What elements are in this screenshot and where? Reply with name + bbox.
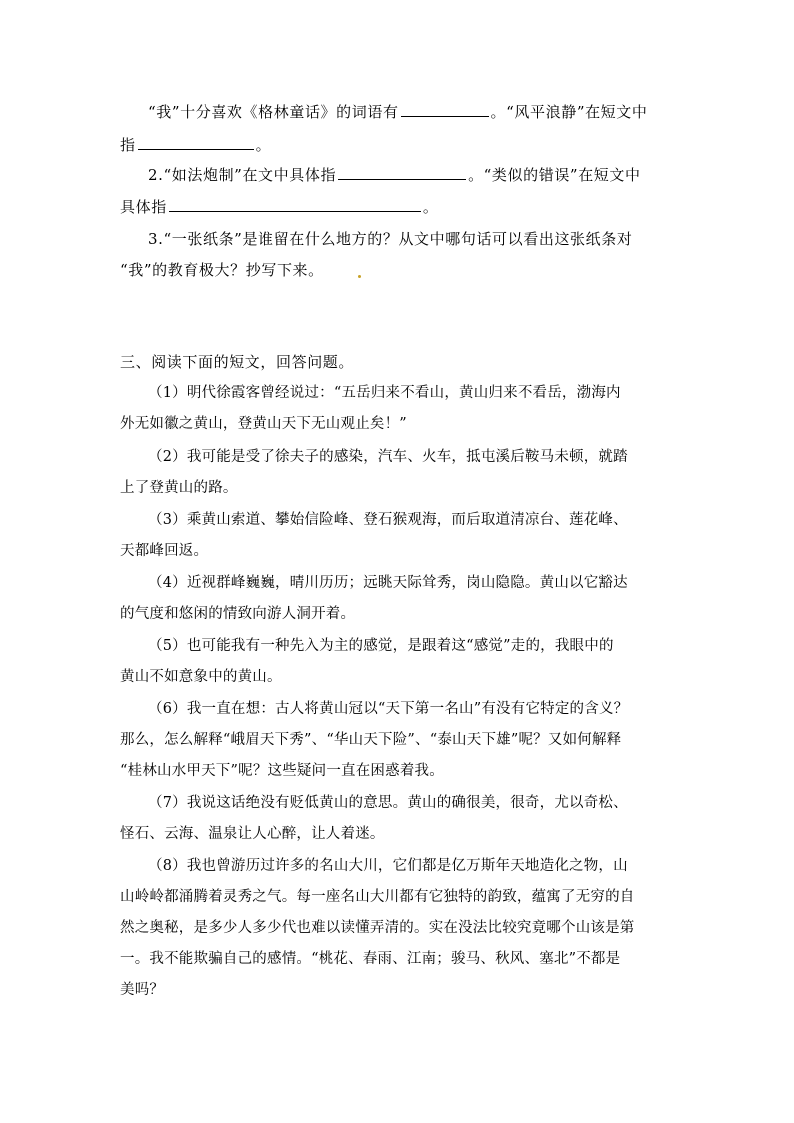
paragraph-1-line-2: 外无如徽之黄山，登黄山天下无山观止矣！” [120, 416, 407, 432]
answer-blank[interactable] [338, 165, 466, 180]
paragraph-7-line-1: （7）我说这话绝没有贬低黄山的意思。黄山的确很美，很奇，尤以奇松、 [148, 795, 628, 811]
paragraph-3-line-1: （3）乘黄山索道、攀始信险峰、登石猴观海，而后取道清凉台、莲花峰、 [148, 512, 628, 528]
paragraph-2-line-1: （2）我可能是受了徐夫子的感染，汽车、火车，抵屯溪后鞍马未顿，就踏 [148, 449, 628, 465]
answer-blank[interactable] [138, 135, 254, 150]
paragraph-8-line-2: 山岭岭都涌腾着灵秀之气。每一座名山大川都有它独特的韵致，蕴寓了无穷的自 [120, 889, 635, 905]
section-3-heading: 三、阅读下面的短文，回答问题。 [120, 353, 355, 371]
question-1-line-2: 指 。 [120, 136, 272, 154]
paragraph-6-line-3: “桂林山水甲天下”呢？这些疑问一直在困惑着我。 [120, 763, 444, 779]
question-3-line-1: 3.“一张纸条”是谁留在什么地方的？从文中哪句话可以看出这张纸条对 [148, 230, 633, 248]
answer-blank[interactable] [401, 102, 489, 117]
paragraph-8-line-5: 美吗？ [120, 982, 165, 998]
answer-blank[interactable] [169, 197, 421, 212]
question-2-line-1: 2.“如法炮制”在文中具体指 。“类似的错误”在短文中 [148, 166, 641, 184]
paragraph-4-line-2: 的气度和悠闲的情致向游人洞开着。 [120, 606, 356, 622]
paragraph-7-line-2: 怪石、云海、温泉让人心醉，让人着迷。 [120, 826, 385, 842]
paragraph-5-line-1: （5）也可能我有一种先入为主的感觉，是跟着这“感觉”走的，我眼中的 [148, 638, 614, 654]
paragraph-6-line-1: （6）我一直在想：古人将黄山冠以“天下第一名山”有没有它特定的含义？ [148, 701, 629, 717]
paragraph-5-line-2: 黄山不如意象中的黄山。 [120, 669, 282, 685]
paragraph-1-line-1: （1）明代徐霞客曾经说过：“五岳归来不看山，黄山归来不看岳，渤海内 [148, 385, 621, 401]
paragraph-8-line-4: 一。我不能欺骗自己的感情。“桃花、春雨、江南；骏马、秋风、塞北”不都是 [120, 951, 621, 967]
question-3-line-2: “我”的教育极大？抄写下来。 [120, 261, 324, 279]
question-2-line-2: 具体指 。 [120, 198, 439, 216]
paragraph-2-line-2: 上了登黄山的路。 [120, 480, 238, 496]
paragraph-6-line-2: 那么，怎么解释“峨眉天下秀”、“华山天下险”、“泰山天下雄”呢？又如何解释 [120, 732, 622, 748]
question-1-line-1: “我”十分喜欢《格林童话》的词语有 。“风平浪静”在短文中 [148, 103, 648, 121]
paragraph-4-line-1: （4）近视群峰巍巍，晴川历历；远眺天际耸秀，岗山隐隐。黄山以它豁达 [148, 575, 628, 591]
paragraph-3-line-2: 天都峰回返。 [120, 543, 209, 559]
stray-dot-mark [358, 275, 361, 278]
paragraph-8-line-3: 然之奥秘，是多少人多少代也难以读懂弄清的。实在没法比较究竟哪个山该是第 [120, 920, 635, 936]
paragraph-8-line-1: （8）我也曾游历过许多的名山大川，它们都是亿万斯年天地造化之物，山 [148, 858, 628, 874]
